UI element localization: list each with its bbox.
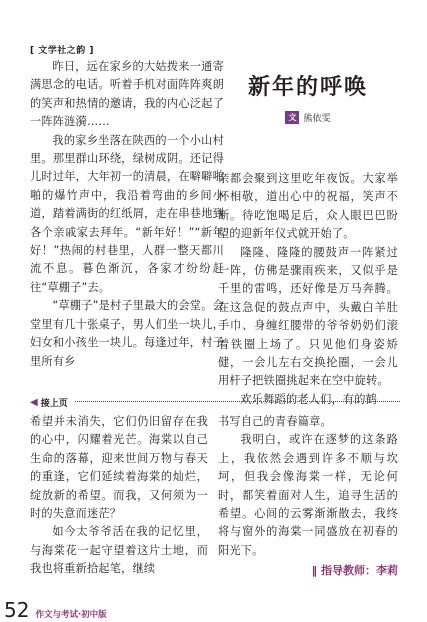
author-badge: 文: [285, 111, 299, 124]
left-column-top: [30, 58, 224, 371]
paragraph: 书写自己的青春篇章。: [218, 415, 332, 428]
title-block: [218, 62, 398, 124]
paragraph: 亲都会聚到这里吃年夜饭。大家举杯相敬，道出心中的祝福，笑声不断。待吃饱喝足后，众人眼巴巴盼望的迎新年仪式就开始了。: [218, 172, 398, 241]
paragraph: 昨日，远在家乡的大姑拨来一通寄满思念的电话。听着手机对面阵阵爽朗的笑声和热情的邀请，我的内心泛起了一阵阵涟漪……: [30, 60, 224, 129]
page-number: 52: [4, 598, 30, 622]
left-column-bottom: [30, 413, 208, 579]
author-line: [218, 111, 398, 124]
column-tag: [ 文学社之韵 ]: [30, 46, 94, 56]
paragraph: 我明白，或许在逐梦的这条路上，我依然会遇到许多不顺与坎坷，但我会像海棠一样，无论何时，都笑着面对人生，追寻生活的希望。心间的云雾渐渐散去，我终将与窗外的海棠一同盛放在初春的阳光下。: [218, 433, 398, 557]
right-column-top: [218, 170, 398, 409]
continued-label: 接上页: [40, 399, 68, 409]
author-name: 熊依雯: [303, 114, 331, 124]
article-title: 新年的呼唤: [247, 75, 368, 100]
paragraph: 我的家乡坐落在陕西的一个小山村里。那里群山环绕，绿树成阴。还记得儿时过年，大年初一的清晨，在噼噼啪啪的爆竹声中，我沿着弯曲的乡间小道，踏着满街的红纸屑，走在串巷地到各个亲戚家去拜年。“新年好！”“新年好！”热闹的村巷里，人群一整天都川流不息。暮色渐沉，各家才纷纷赶往“草棚子”去。: [30, 133, 224, 294]
paragraph: 欢乐舞蹈的老人们，有的鹤: [240, 392, 378, 406]
continued-tag: [30, 396, 74, 409]
section-divider: [30, 401, 400, 402]
paragraph: “草棚子”是村子里最大的会堂。会堂里有几十张桌子，男人们坐一块儿，妇女和小孩坐一块儿。每逢过年，村子里所有乡: [30, 299, 224, 368]
teacher-credit: ‖ 指导教师：李莉: [311, 564, 398, 578]
page-footer: [4, 598, 107, 622]
paragraph: 如今太爷爷活在我的记忆里，与海棠花一起守望着这片土地，而我也将重新拾起笔，继续: [30, 525, 208, 576]
paragraph: 隆隆、隆隆的腰鼓声一阵紧过一阵，仿佛是骤雨疾来，又似乎是千里的雷鸣，还好像是万马奔腾。在这急促的鼓点声中，头戴白羊肚手巾、身缠红腰带的爷爷奶奶们滚着铁圈上场了。只见他们身姿矫健，一会儿左右交换抡圈，一会儿用杆子把铁圈挑起来在空中旋转。: [218, 245, 398, 388]
publication-name: 作文与考试·初中版: [35, 610, 107, 620]
paragraph: 希望并未消失，它们仍旧留存在我的心中，闪耀着光芒。海棠以自己生命的落幕，迎来世间万物与春天的重逢，它们延续着海棠的灿烂，绽放新的希望。而我，又何须为一时的失意而迷茫？: [30, 415, 208, 521]
right-column-bottom: [218, 413, 398, 578]
arrow-left-icon: ◀: [30, 397, 38, 408]
